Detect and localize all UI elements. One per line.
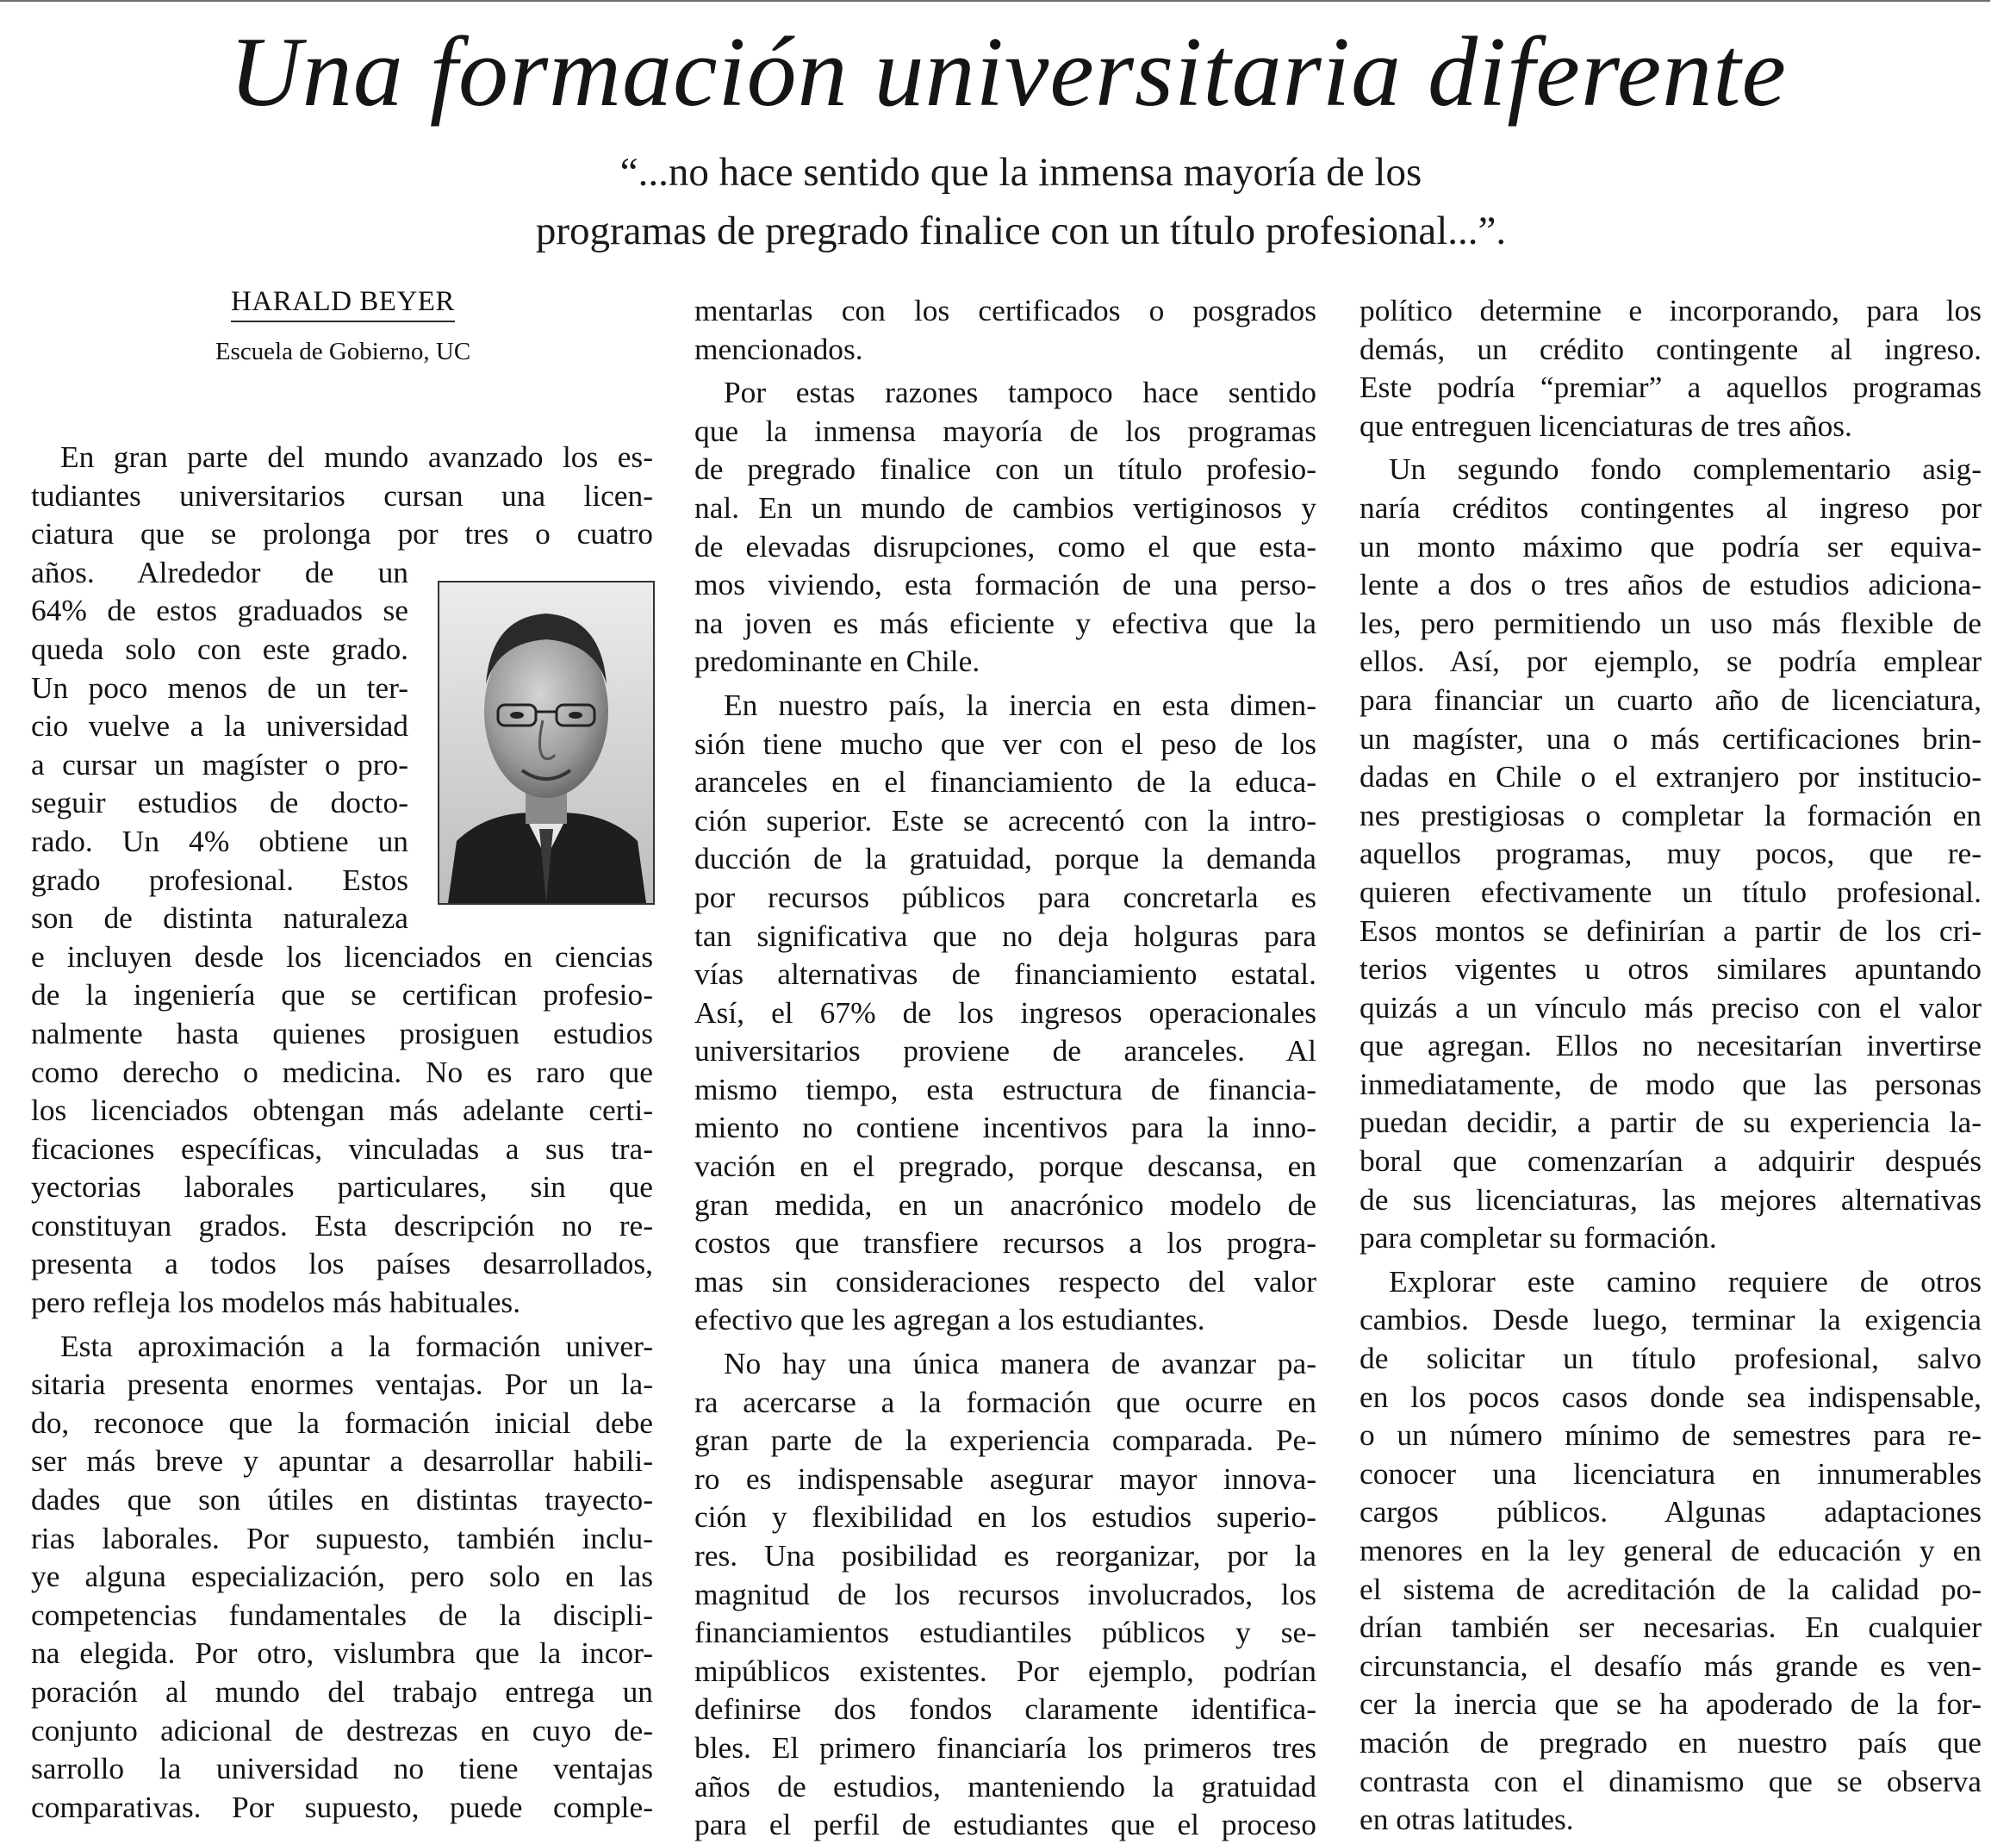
text-line: pero refleja los modelos más habituales. xyxy=(31,1285,521,1320)
text-line: Este podría “premiar” a aquellos programas xyxy=(1360,370,1982,405)
headline: Una formación universitaria diferente xyxy=(229,17,1787,128)
text-line: cargos públicos. Algunas adaptaciones xyxy=(1360,1494,1982,1529)
text-line: definirse dos fondos claramente identifica- xyxy=(694,1691,1316,1727)
text-line: quieren efectivamente un título profesional. xyxy=(1360,874,1982,909)
text-line: Así, el 67% de los ingresos operacionales xyxy=(694,994,1316,1030)
text-line: nes prestigiosas o completar la formación en xyxy=(1360,797,1982,832)
text-line: de pregrado finalice con un título profesio- xyxy=(694,452,1316,487)
text-line: mismo tiempo, esta estructura de financia- xyxy=(694,1071,1316,1106)
text-line: político determine e incorporando, para los xyxy=(1360,293,1982,327)
text-line: cio vuelve a la universidad xyxy=(31,708,408,744)
text-line: yectorias laborales particulares, sin que xyxy=(31,1169,653,1205)
text-line: nalmente hasta quienes prosiguen estudios xyxy=(31,1015,653,1050)
text-line: queda solo con este grado. xyxy=(31,631,408,666)
text-line: financiamientos estudiantiles públicos y se- xyxy=(694,1615,1316,1650)
text-line: contrasta con el dinamismo que se observa xyxy=(1360,1763,1982,1798)
text-line: grado profesional. Estos xyxy=(31,862,408,897)
text-line: un magíster, una o más certificaciones brin- xyxy=(1360,720,1982,756)
text-line: circunstancia, el desafío más grande es ven- xyxy=(1360,1648,1982,1683)
text-line: rias laborales. Por supuesto, también inclu- xyxy=(31,1520,653,1555)
text-line: son de distinta naturaleza xyxy=(31,900,408,936)
author-name: HARALD BEYER xyxy=(231,284,455,322)
top-rule xyxy=(0,0,1990,2)
text-line: aranceles en el financiamiento de la educa- xyxy=(694,764,1316,800)
text-line: comparativas. Por supuesto, puede comple- xyxy=(31,1789,653,1824)
text-line: para completar su formación. xyxy=(1360,1220,1717,1255)
text-line: o un número mínimo de semestres para re- xyxy=(1360,1417,1982,1453)
text-line: nal. En un mundo de cambios vertiginosos y xyxy=(694,489,1316,525)
deck-line: programas de pregrado finalice con un título profesional...”. xyxy=(535,209,1507,253)
author-affiliation: Escuela de Gobierno, UC xyxy=(215,338,471,365)
article-column-1 xyxy=(31,438,653,1826)
text-line: conocer una licenciatura en innumerables xyxy=(1360,1455,1982,1491)
text-line: en los pocos casos donde sea indispensable, xyxy=(1360,1379,1982,1414)
text-line: ficaciones específicas, vinculadas a sus tra- xyxy=(31,1131,653,1166)
text-line: que la inmensa mayoría de los programas xyxy=(694,413,1316,448)
text-line: como derecho o medicina. No es raro que xyxy=(31,1054,653,1089)
text-line: mipúblicos existentes. Por ejemplo, podrían xyxy=(694,1653,1316,1688)
text-line: bles. El primero financiaría los primeros tres xyxy=(694,1729,1316,1765)
text-line: Esta aproximación a la formación univer- xyxy=(60,1328,653,1363)
deck-quote xyxy=(405,143,1637,260)
text-line: que agregan. Ellos no necesitarían invertirse xyxy=(1360,1028,1982,1063)
text-line: Por estas razones tampoco hace sentido xyxy=(724,375,1316,410)
text-line: ye alguna especialización, pero solo en las xyxy=(31,1559,653,1594)
text-line: ducción de la gratuidad, porque la demanda xyxy=(694,841,1316,876)
text-line: En gran parte del mundo avanzado los es- xyxy=(60,439,653,474)
text-line: demás, un crédito contingente al ingreso. xyxy=(1360,331,1982,366)
deck-line: “...no hace sentido que la inmensa mayoría de los xyxy=(619,150,1422,195)
text-line: vación en el pregrado, porque descansa, en xyxy=(694,1149,1316,1184)
text-line: rado. Un 4% obtiene un xyxy=(31,823,408,858)
text-line: años de estudios, manteniendo la gratuidad xyxy=(694,1768,1316,1804)
text-line: costos que transfiere recursos a los progra- xyxy=(694,1225,1316,1261)
text-line: vías alternativas de financiamiento estatal. xyxy=(694,956,1316,992)
text-line: para el perfil de estudiantes que el proceso xyxy=(694,1807,1316,1842)
text-line: por recursos públicos para concretarla es xyxy=(694,879,1316,914)
text-line: que entreguen licenciaturas de tres años. xyxy=(1360,408,1852,443)
text-line: los licenciados obtengan más adelante certi- xyxy=(31,1093,653,1128)
text-line: menores en la ley general de educación y en xyxy=(1360,1533,1982,1567)
text-line: tan significativa que no deja holguras para xyxy=(694,918,1316,953)
text-line: presenta a todos los países desarrollados, xyxy=(31,1246,653,1281)
text-line: 64% de estos graduados se xyxy=(31,593,408,628)
text-line: en otras latitudes. xyxy=(1360,1802,1574,1837)
text-line: na joven es más eficiente y efectiva que la xyxy=(694,605,1316,640)
article-column-2 xyxy=(694,291,1316,1844)
text-line: ción superior. Este se acrecentó con la intro- xyxy=(694,802,1316,838)
text-line: de solicitar un título profesional, salvo xyxy=(1360,1341,1982,1376)
text-line: magnitud de los recursos involucrados, los xyxy=(694,1576,1316,1611)
text-line: un monto máximo que podría ser equiva- xyxy=(1360,528,1982,564)
text-line: gran parte de la experiencia comparada. Pe- xyxy=(694,1423,1316,1458)
text-line: na elegida. Por otro, vislumbra que la incor- xyxy=(31,1635,653,1671)
text-line: sarrollo la universidad no tiene ventajas xyxy=(31,1751,653,1786)
text-line: cer la inercia que se ha apoderado de la for- xyxy=(1360,1686,1982,1722)
text-line: constituyan grados. Esta descripción no re- xyxy=(31,1207,653,1243)
text-line: mas sin consideraciones respecto del valor xyxy=(694,1263,1316,1299)
text-line: Un segundo fondo complementario asig- xyxy=(1389,452,1982,487)
text-line: mencionados. xyxy=(694,331,863,366)
text-line: e incluyen desde los licenciados en ciencias xyxy=(31,938,653,974)
text-line: do, reconoce que la formación inicial debe xyxy=(31,1405,653,1440)
text-line: Explorar este camino requiere de otros xyxy=(1389,1263,1982,1299)
text-line: tudiantes universitarios cursan una licen- xyxy=(31,477,653,513)
text-line: les, pero permitiendo un uso más flexible de xyxy=(1360,605,1982,640)
text-line: el sistema de acreditación de la calidad po- xyxy=(1360,1571,1982,1606)
text-line: En nuestro país, la inercia en esta dimen- xyxy=(724,687,1316,722)
text-line: ciatura que se prolonga por tres o cuatro xyxy=(31,516,653,551)
text-line: cambios. Desde luego, terminar la exigencia xyxy=(1360,1302,1982,1337)
text-line: de la ingeniería que se certifican profesio- xyxy=(31,977,653,1012)
text-line: dadas en Chile o el extranjero por institucio- xyxy=(1360,759,1982,794)
text-line: miento no contiene incentivos para la inno- xyxy=(694,1110,1316,1145)
text-line: inmediatamente, de modo que las personas xyxy=(1360,1066,1982,1101)
text-line: ro es indispensable asegurar mayor innova- xyxy=(694,1461,1316,1496)
text-line: mación de pregrado en nuestro país que xyxy=(1360,1724,1982,1760)
text-line: Esos montos se definirían a partir de los cri- xyxy=(1360,913,1982,948)
byline xyxy=(145,284,541,369)
text-line: a cursar un magíster o pro- xyxy=(31,746,408,782)
text-line: años. Alrededor de un xyxy=(31,554,408,589)
text-line: Un poco menos de un ter- xyxy=(31,670,408,705)
text-line: competencias fundamentales de la discipli- xyxy=(31,1597,653,1632)
text-line: res. Una posibilidad es reorganizar, por la xyxy=(694,1538,1316,1573)
text-line: ción y flexibilidad en los estudios superio- xyxy=(694,1499,1316,1535)
text-line: sitaria presenta enormes ventajas. Por un la- xyxy=(31,1367,653,1402)
text-line: naría créditos contingentes al ingreso por xyxy=(1360,489,1982,525)
text-line: ellos. Así, por ejemplo, se podría emplear xyxy=(1360,644,1982,679)
text-line: seguir estudios de docto- xyxy=(31,785,408,820)
text-line: quizás a un vínculo más preciso con el valor xyxy=(1360,989,1982,1025)
text-line: conjunto adicional de destrezas en cuyo de- xyxy=(31,1712,653,1747)
text-line: mentarlas con los certificados o posgrados xyxy=(694,293,1316,327)
text-line: para financiar un cuarto año de licenciatura, xyxy=(1360,682,1982,717)
text-line: drían también ser necesarias. En cualquier xyxy=(1360,1610,1982,1645)
text-line: de sus licenciaturas, las mejores alternativas xyxy=(1360,1181,1982,1217)
text-line: lente a dos o tres años de estudios adiciona- xyxy=(1360,567,1982,602)
text-line: ser más breve y apuntar a desarrollar habili- xyxy=(31,1443,653,1479)
text-line: terios vigentes u otros similares apuntando xyxy=(1360,951,1982,987)
text-line: ra acercarse a la formación que ocurre en xyxy=(694,1384,1316,1419)
text-line: efectivo que les agregan a los estudiantes. xyxy=(694,1302,1205,1337)
text-line: mos viviendo, esta formación de una perso- xyxy=(694,567,1316,602)
text-line: No hay una única manera de avanzar pa- xyxy=(724,1346,1316,1381)
text-line: de elevadas disrupciones, como el que esta- xyxy=(694,528,1316,564)
text-line: puedan decidir, a partir de su experiencia la- xyxy=(1360,1105,1982,1140)
text-line: poración al mundo del trabajo entrega un xyxy=(31,1674,653,1709)
text-line: dades que son útiles en distintas trayecto- xyxy=(31,1482,653,1517)
article-column-3 xyxy=(1360,291,1982,1839)
text-line: gran medida, en un anacrónico modelo de xyxy=(694,1187,1316,1222)
text-line: sión tiene mucho que ver con el peso de los xyxy=(694,726,1316,761)
text-line: aquellos programas, muy pocos, que re- xyxy=(1360,836,1982,871)
text-line: predominante en Chile. xyxy=(694,644,980,679)
text-line: universitarios proviene de aranceles. Al xyxy=(694,1033,1316,1068)
text-line: boral que comenzarían a adquirir después xyxy=(1360,1143,1982,1179)
